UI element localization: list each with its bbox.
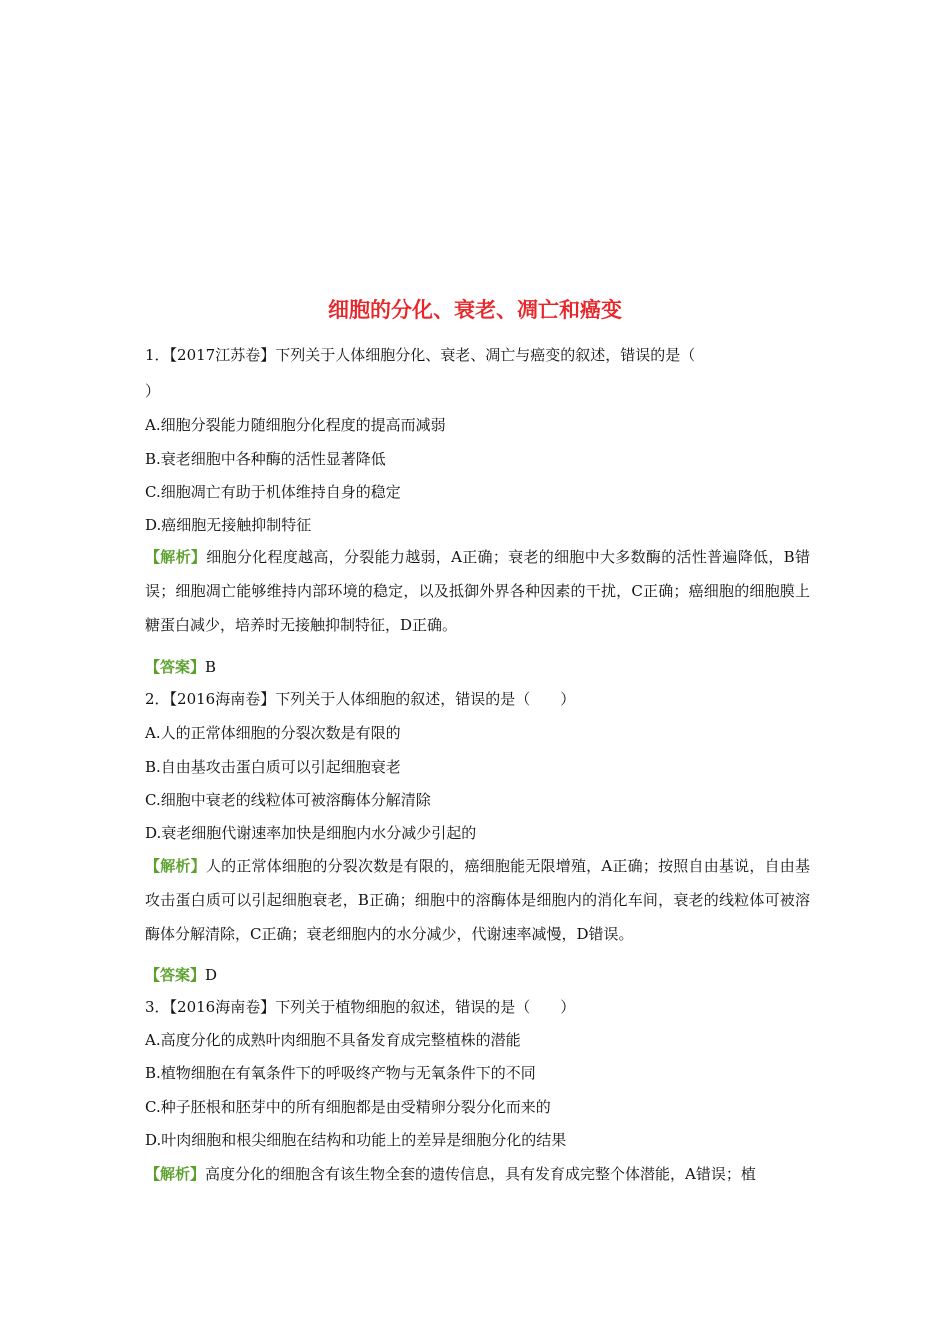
question-1-option-a: A.细胞分裂能力随细胞分化程度的提高而减弱 bbox=[145, 416, 446, 434]
question-2-option-d: D.衰老细胞代谢速率加快是细胞内水分减少引起的 bbox=[145, 824, 477, 842]
answer-tag: 【答案】 bbox=[145, 966, 206, 984]
analysis-tag: 【解析】 bbox=[145, 548, 207, 566]
question-3-stem: 3．【2016海南卷】下列关于植物细胞的叙述，错误的是（ ） bbox=[145, 998, 576, 1016]
question-3-option-b: B.植物细胞在有氧条件下的呼吸终产物与无氧条件下的不同 bbox=[145, 1064, 536, 1082]
answer-tag: 【答案】 bbox=[145, 658, 206, 676]
question-1-option-c: C.细胞凋亡有助于机体维持自身的稳定 bbox=[145, 483, 401, 501]
question-1-analysis bbox=[145, 540, 810, 642]
question-1-answer bbox=[145, 656, 810, 678]
analysis-tag: 【解析】 bbox=[145, 1165, 206, 1183]
question-1-stem-cont: ） bbox=[145, 382, 161, 400]
analysis-text: 细胞分化程度越高，分裂能力越弱，A正确；衰老的细胞中大多数酶的活性普遍降低，B错误；细胞凋亡能够维持内部环境的稳定，以及抵御外界各种因素的干扰，C正确；癌细胞的细胞膜上糖蛋白减少，培养时无接触抑制特征，D正确。 bbox=[145, 548, 810, 634]
question-2-stem: 2．【2016海南卷】下列关于人体细胞的叙述，错误的是（ ） bbox=[145, 690, 576, 708]
question-3-option-d: D.叶肉细胞和根尖细胞在结构和功能上的差异是细胞分化的结果 bbox=[145, 1131, 567, 1149]
analysis-text: 高度分化的细胞含有该生物全套的遗传信息，具有发育成完整个体潜能，A错误；植 bbox=[205, 1165, 756, 1183]
question-2-option-a: A.人的正常体细胞的分裂次数是有限的 bbox=[145, 724, 401, 742]
question-3-option-a: A.高度分化的成熟叶肉细胞不具备发育成完整植株的潜能 bbox=[145, 1031, 521, 1049]
page-title: 细胞的分化、衰老、凋亡和癌变 bbox=[328, 297, 622, 322]
question-2-answer bbox=[145, 964, 810, 986]
analysis-text: 人的正常体细胞的分裂次数是有限的，癌细胞能无限增殖，A正确；按照自由基说，自由基攻击蛋白质可以引起细胞衰老，B正确；细胞中的溶酶体是细胞内的消化车间，衰老的线粒体可被溶酶体分解清除，C正确；衰老细胞内的水分减少，代谢速率减慢，D错误。 bbox=[145, 857, 810, 943]
question-1-stem: 1．【2017江苏卷】下列关于人体细胞分化、衰老、凋亡与癌变的叙述，错误的是（ bbox=[145, 346, 696, 364]
answer-text: D bbox=[205, 966, 218, 984]
question-3-analysis bbox=[145, 1157, 810, 1191]
question-3-option-c: C.种子胚根和胚芽中的所有细胞都是由受精卵分裂分化而来的 bbox=[145, 1098, 551, 1116]
question-2-option-c: C.细胞中衰老的线粒体可被溶酶体分解清除 bbox=[145, 791, 431, 809]
question-2-analysis bbox=[145, 849, 810, 951]
answer-text: B bbox=[205, 658, 217, 676]
question-2-option-b: B.自由基攻击蛋白质可以引起细胞衰老 bbox=[145, 758, 401, 776]
analysis-tag: 【解析】 bbox=[145, 857, 206, 875]
question-1-option-b: B.衰老细胞中各种酶的活性显著降低 bbox=[145, 450, 386, 468]
question-1-option-d: D.癌细胞无接触抑制特征 bbox=[145, 516, 312, 534]
